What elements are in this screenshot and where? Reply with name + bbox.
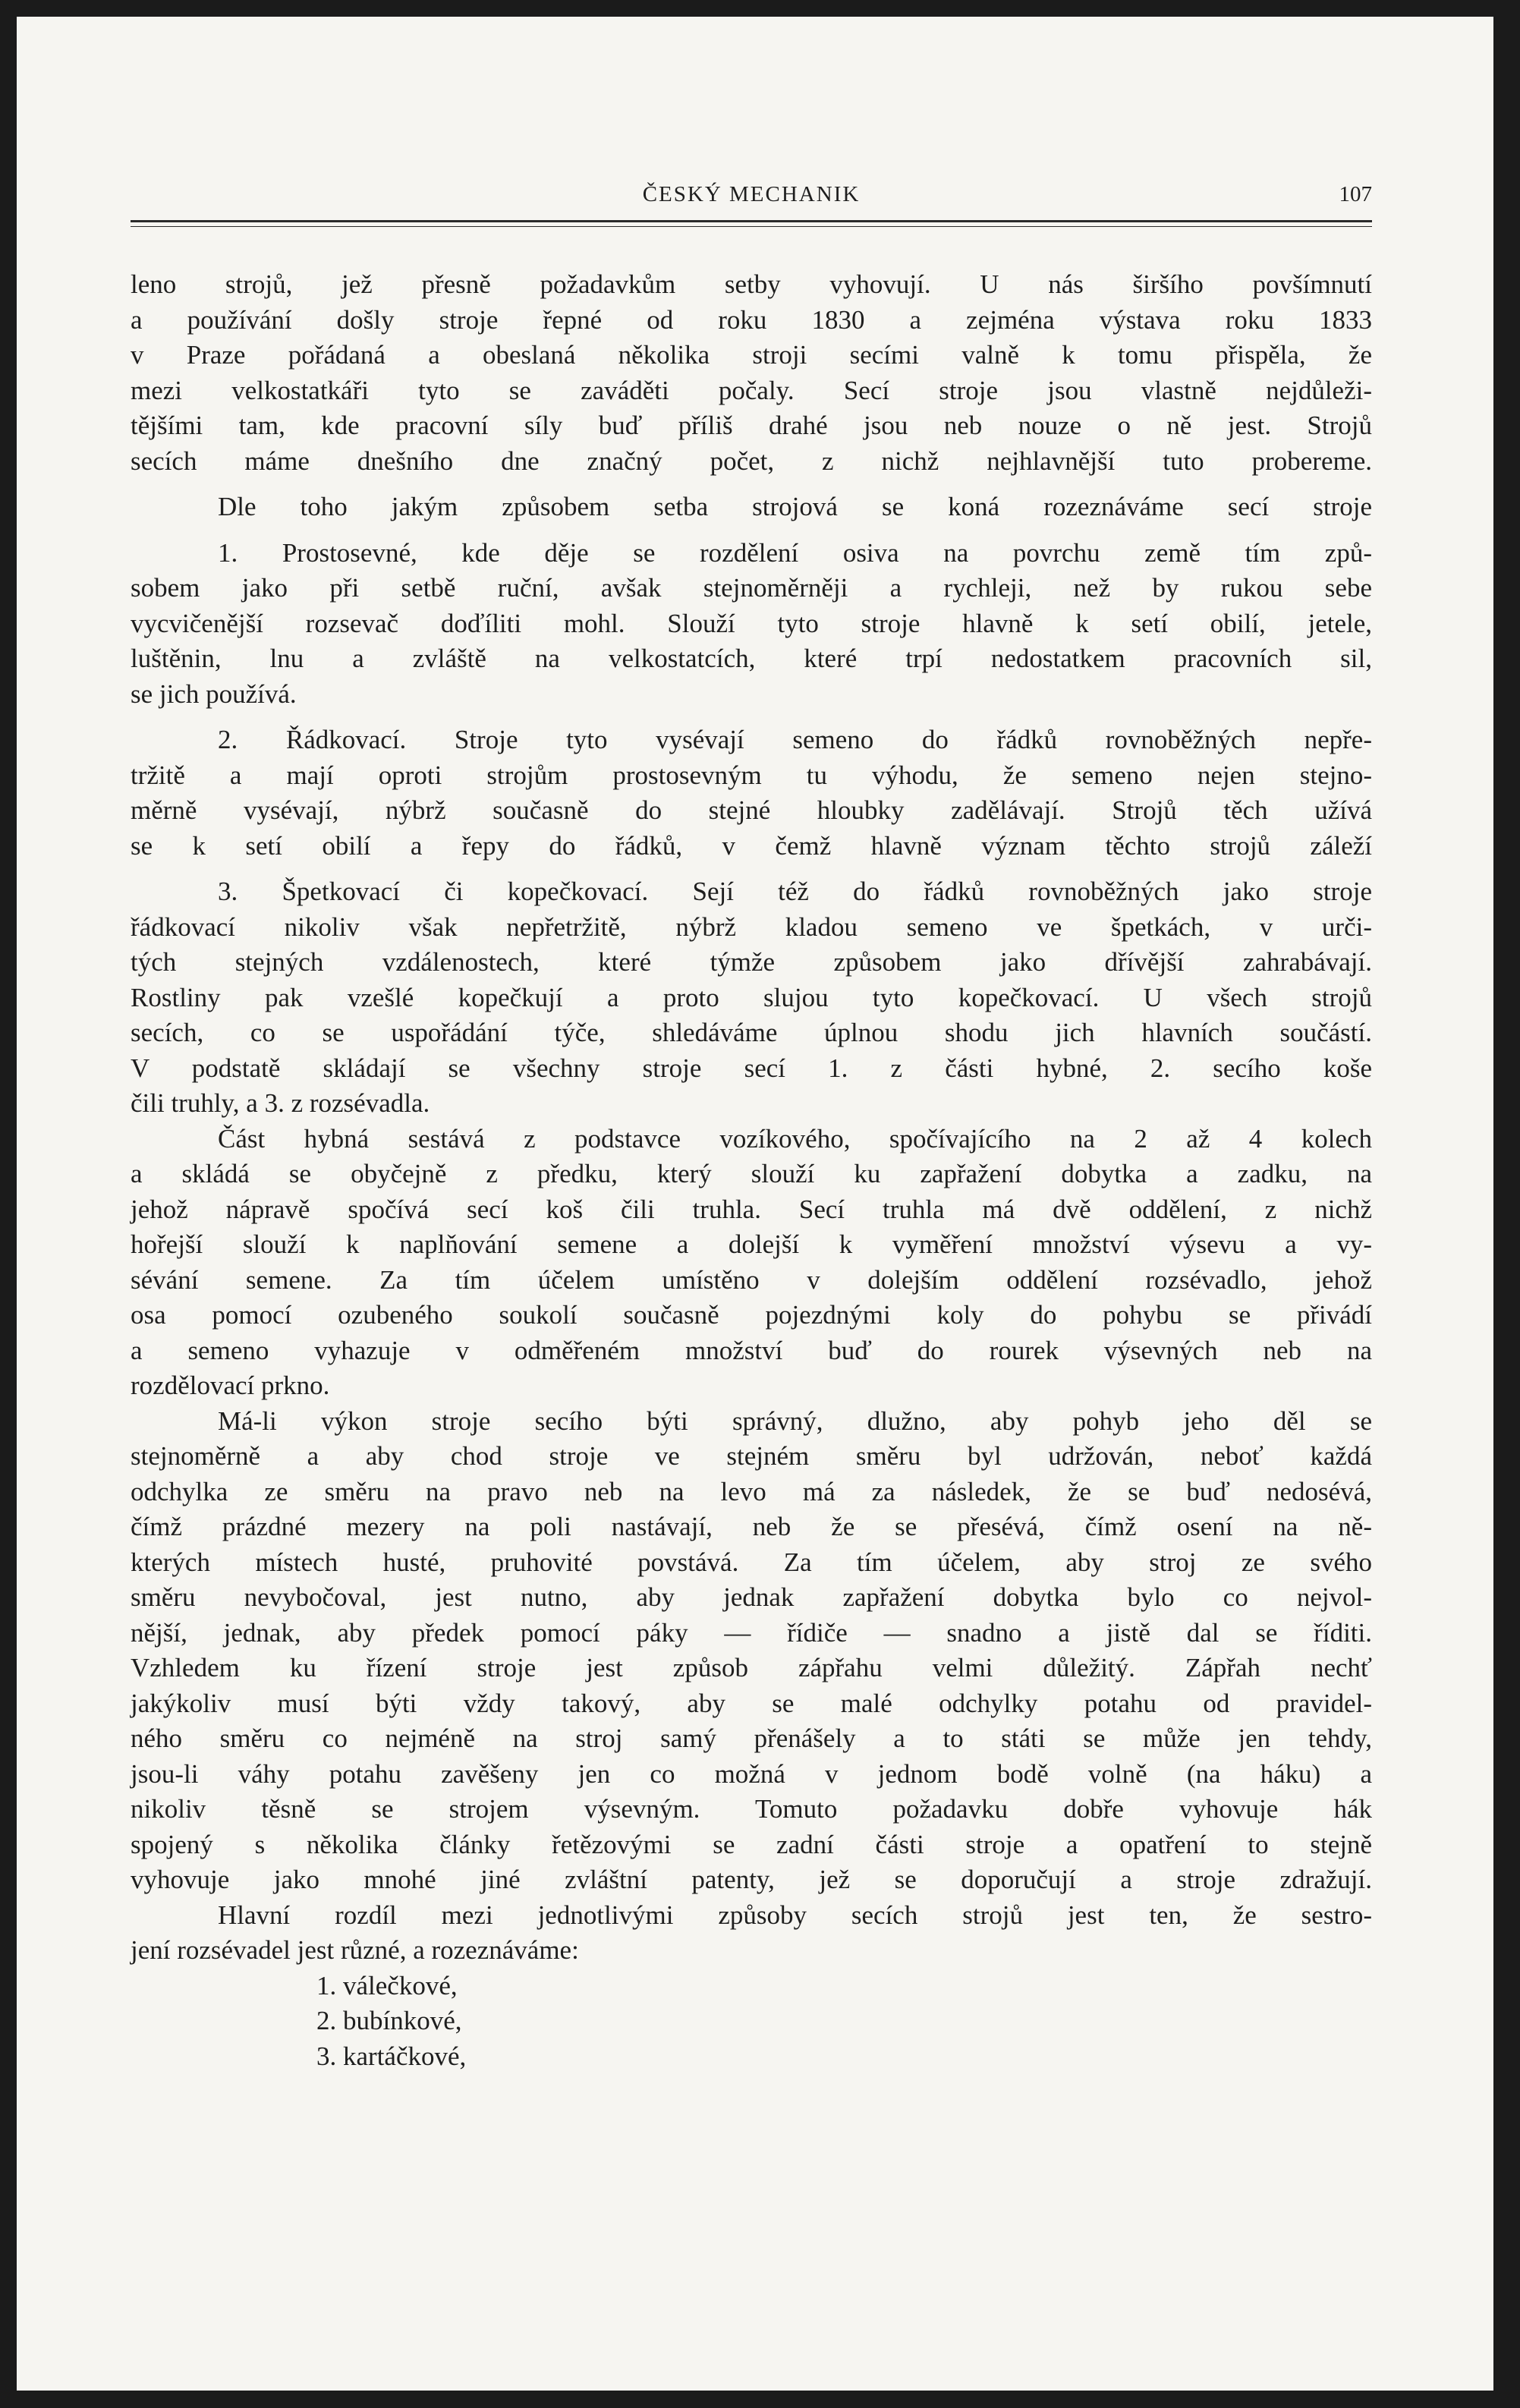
text-line: tržitě a mají oproti strojům prostosevným tu výhodu, že semeno nejen stejno- xyxy=(131,760,1372,790)
text-line: čímž prázdné mezery na poli nastávají, neb že se přesévá, čímž osení na ně- xyxy=(131,1512,1372,1541)
text-line: se jich používá. xyxy=(131,678,297,709)
text-line: nikoliv těsně se strojem výsevným. Tomuto požadavku dobře vyhovuje hák xyxy=(131,1794,1372,1824)
text-line: Hlavní rozdíl mezi jednotlivými způsoby secích strojů jest ten, že sestro- xyxy=(218,1900,1372,1930)
running-header xyxy=(131,182,1372,212)
text-line: jení rozsévadel jest různé, a rozeznáváme: xyxy=(131,1935,579,1965)
header-rule-thin xyxy=(131,226,1372,227)
page-number: 107 xyxy=(1339,182,1372,206)
text-line: sévání semene. Za tím účelem umístěno v dolejším oddělení rozsévadlo, jehož xyxy=(131,1264,1372,1295)
text-line: osa pomocí ozubeného soukolí současně pojezdnými koly do pohybu se přivádí xyxy=(131,1300,1372,1330)
text-line: se k setí obilí a řepy do řádků, v čemž hlavně význam těchto strojů záleží xyxy=(131,830,1372,861)
text-line: a semeno vyhazuje v odměřeném množství buď do rourek výsevných neb na xyxy=(131,1335,1372,1365)
text-line: směru nevybočoval, jest nutno, aby jednak zapřažení dobytka bylo co nejvol- xyxy=(131,1582,1372,1612)
text-line: a skládá se obyčejně z předku, který slouží ku zapřažení dobytka a zadku, na xyxy=(131,1159,1372,1188)
text-line: spojený s několika články řetězovými se zadní části stroje a opatření to stejně xyxy=(131,1829,1372,1859)
text-line: tějšími tam, kde pracovní síly buď příliš drahé jsou neb nouze o ně jest. Strojů xyxy=(131,411,1372,440)
text-line: jehož nápravě spočívá secí koš čili truhla. Secí truhla má dvě oddělení, z nichž xyxy=(131,1194,1372,1224)
text-line: Dle toho jakým způsobem setba strojová se koná rozeznáváme secí stroje xyxy=(218,492,1372,521)
text-line: 2. Řádkovací. Stroje tyto vysévají semeno do řádků rovnoběžných nepře- xyxy=(218,725,1372,754)
text-line: odchylka ze směru na pravo neb na levo má za následek, že se buď nedosévá, xyxy=(131,1476,1372,1506)
text-line: jsou-li váhy potahu zavěšeny jen co možná v jednom bodě volně (na háku) a xyxy=(131,1758,1372,1789)
text-line: v Praze pořádaná a obeslaná několika stroji secími valně k tomu přispěla, že xyxy=(131,340,1372,370)
header-rule xyxy=(131,220,1372,222)
text-line: čili truhly, a 3. z rozsévadla. xyxy=(131,1088,430,1118)
text-line: Část hybná sestává z podstavce vozíkového, spočívajícího na 2 až 4 kolech xyxy=(218,1123,1372,1154)
text-line: Rostliny pak vzešlé kopečkují a proto slujou tyto kopečkovací. U všech strojů xyxy=(131,982,1372,1012)
text-line: mezi velkostatkáři tyto se zaváděti počaly. Secí stroje jsou vlastně nejdůleži- xyxy=(131,375,1372,405)
text-line: měrně vysévají, nýbrž současně do stejné hloubky zadělávají. Strojů těch užívá xyxy=(131,795,1372,825)
text-line: rozdělovací prkno. xyxy=(131,1371,330,1400)
text-line: secích máme dnešního dne značný počet, z nichž nejhlavnější tuto probereme. xyxy=(131,445,1372,476)
text-line: vyhovuje jako mnohé jiné zvláštní patenty, jež se doporučují a stroje zdražují. xyxy=(131,1865,1372,1894)
text-line: luštěnin, lnu a zvláště na velkostatcích, které trpí nedostatkem pracovních sil, xyxy=(131,644,1372,673)
text-line: leno strojů, jež přesně požadavkům setby vyhovují. U nás širšího povšímnutí xyxy=(131,269,1372,299)
text-line: 3. Špetkovací či kopečkovací. Sejí též do řádků rovnoběžných jako stroje xyxy=(218,877,1372,906)
text-line: 1. Prostosevné, kde děje se rozdělení osiva na povrchu země tím způ- xyxy=(218,537,1372,568)
page xyxy=(17,17,1493,2391)
text-line: Má-li výkon stroje secího býti správný, dlužno, aby pohyb jeho děl se xyxy=(218,1405,1372,1436)
text-line: jakýkoliv musí býti vždy takový, aby se malé odchylky potahu od pravidel- xyxy=(131,1688,1372,1718)
text-line: tých stejných vzdálenostech, které týmže způsobem jako dřívější zahrabávají. xyxy=(131,947,1372,977)
body-text xyxy=(131,267,1372,2074)
list-item: 3. kartáčkové, xyxy=(316,2041,467,2071)
text-line: řádkovací nikoliv však nepřetržitě, nýbrž kladou semeno ve špetkách, v urči- xyxy=(131,911,1372,942)
text-line: stejnoměrně a aby chod stroje ve stejném směru byl udržován, neboť každá xyxy=(131,1441,1372,1471)
text-line: sobem jako při setbě ruční, avšak stejnoměrněji a rychleji, než by rukou sebe xyxy=(131,573,1372,603)
text-line: a používání došly stroje řepné od roku 1830 a zejména výstava roku 1833 xyxy=(131,304,1372,335)
text-line: ného směru co nejméně na stroj samý přenášely a to státi se může jen tehdy, xyxy=(131,1723,1372,1753)
text-line: Vzhledem ku řízení stroje jest způsob zápřahu velmi důležitý. Zápřah nechť xyxy=(131,1653,1372,1682)
text-line: nější, jednak, aby předek pomocí páky — řídiče — snadno a jistě dal se říditi. xyxy=(131,1617,1372,1648)
text-line: hořejší slouží k naplňování semene a dolejší k vyměření množství výsevu a vy- xyxy=(131,1229,1372,1259)
text-line: V podstatě skládají se všechny stroje secí 1. z části hybné, 2. secího koše xyxy=(131,1053,1372,1083)
text-line: kterých místech husté, pruhovité povstává. Za tím účelem, aby stroj ze svého xyxy=(131,1547,1372,1577)
running-title: ČESKÝ MECHANIK xyxy=(642,182,861,206)
text-line: vycvičenější rozsevač doďíliti mohl. Slouží tyto stroje hlavně k setí obilí, jetele, xyxy=(131,608,1372,638)
text-line: secích, co se uspořádání týče, shledáváme úplnou shodu jich hlavních součástí. xyxy=(131,1018,1372,1047)
list-item: 1. válečkové, xyxy=(316,1970,458,2000)
list-item: 2. bubínkové, xyxy=(316,2006,462,2035)
